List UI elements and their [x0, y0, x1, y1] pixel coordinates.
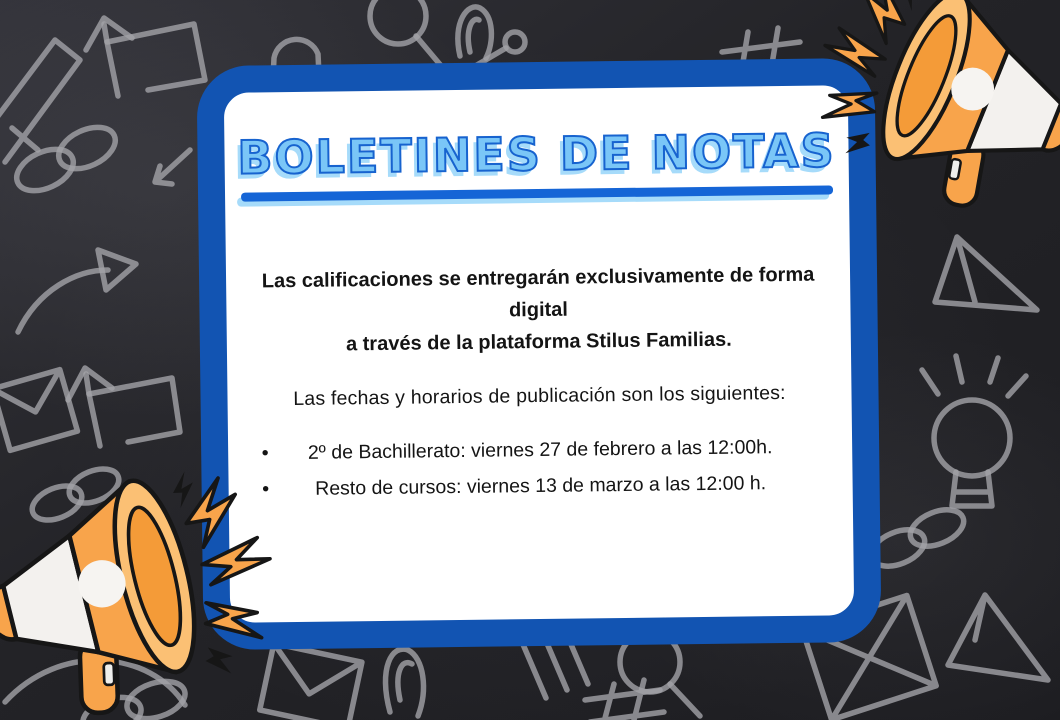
pencil-icon	[0, 40, 80, 162]
hashtag-icon	[585, 680, 664, 720]
curved-arrow-icon	[18, 250, 136, 332]
paperclip-icon	[385, 649, 423, 716]
schedule-heading: Las fechas y horarios de publicación son los siguientes:	[293, 381, 786, 410]
list-item	[250, 435, 830, 465]
light-bulb-icon	[922, 356, 1026, 506]
schedule-item-text: Resto de cursos: viernes 13 de marzo a las 12:00 h.	[315, 471, 767, 500]
schedule-item-text: 2º de Bachillerato: viernes 27 de febrero a las 12:00h.	[307, 435, 773, 464]
bullet-icon: •	[261, 442, 269, 465]
envelope-icon	[0, 370, 77, 451]
loop-arrow-icon	[68, 368, 180, 446]
paperclip-icon	[458, 7, 492, 58]
poster-title: BOLETINES DE NOTAS	[237, 123, 836, 185]
title-underline	[241, 185, 833, 201]
schedule-list	[250, 435, 831, 501]
paper-plane-icon	[935, 237, 1037, 310]
intro-line-1: Las calificaciones se entregarán exclusivamente de forma digital	[261, 263, 815, 321]
intro-line-2: a través de la plataforma Stilus Familias.	[345, 328, 732, 355]
intro-paragraph	[254, 258, 823, 361]
bullet-icon: •	[261, 478, 270, 501]
loop-arrow-icon	[86, 18, 205, 96]
small-arrow-icon	[155, 150, 190, 184]
list-item	[250, 471, 830, 501]
chain-icon	[866, 503, 969, 574]
announcement-card	[196, 58, 881, 650]
paper-plane-icon	[948, 595, 1048, 680]
